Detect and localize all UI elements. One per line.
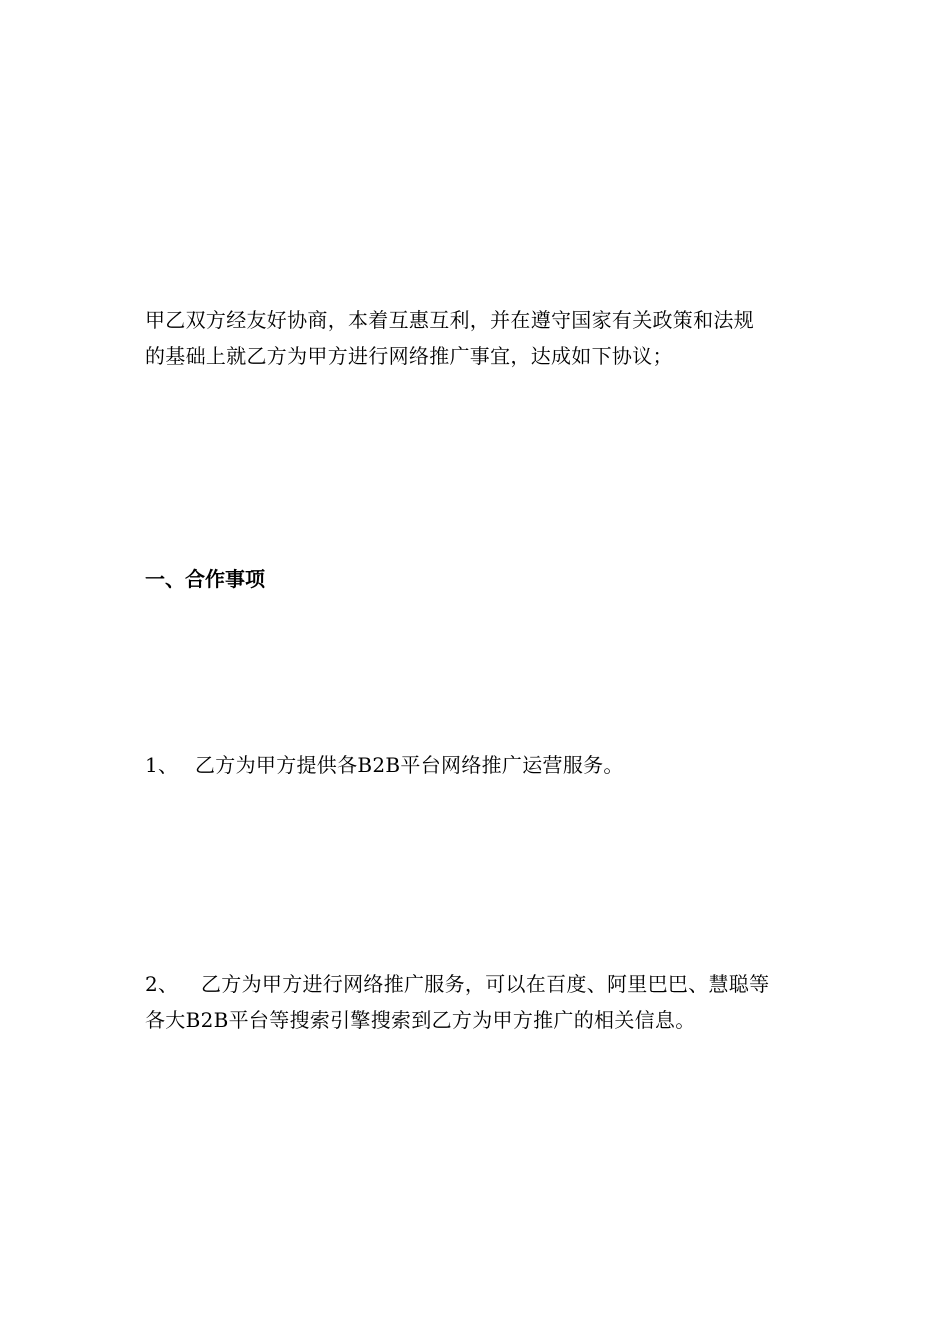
intro-line-2: 的基础上就乙方为甲方进行网络推广事宜，达成如下协议；	[145, 344, 673, 368]
list-item-text-line-2: 各大B2B平台等搜索引擎搜索到乙方为甲方推广的相关信息。	[145, 1008, 696, 1032]
list-item-number: 2、	[145, 972, 179, 996]
list-item-2	[145, 966, 815, 1038]
section-heading: 一、合作事项	[145, 567, 265, 591]
list-item-1	[145, 747, 815, 783]
intro-paragraph	[145, 302, 815, 374]
list-item-text: 乙方为甲方提供各B2B平台网络推广运营服务。	[195, 753, 624, 777]
list-item-text-line-1: 乙方为甲方进行网络推广服务，可以在百度、阿里巴巴、慧聪等	[201, 972, 770, 996]
intro-line-1: 甲乙双方经友好协商，本着互惠互利，并在遵守国家有关政策和法规	[145, 308, 754, 332]
list-item-number: 1、	[145, 753, 179, 777]
